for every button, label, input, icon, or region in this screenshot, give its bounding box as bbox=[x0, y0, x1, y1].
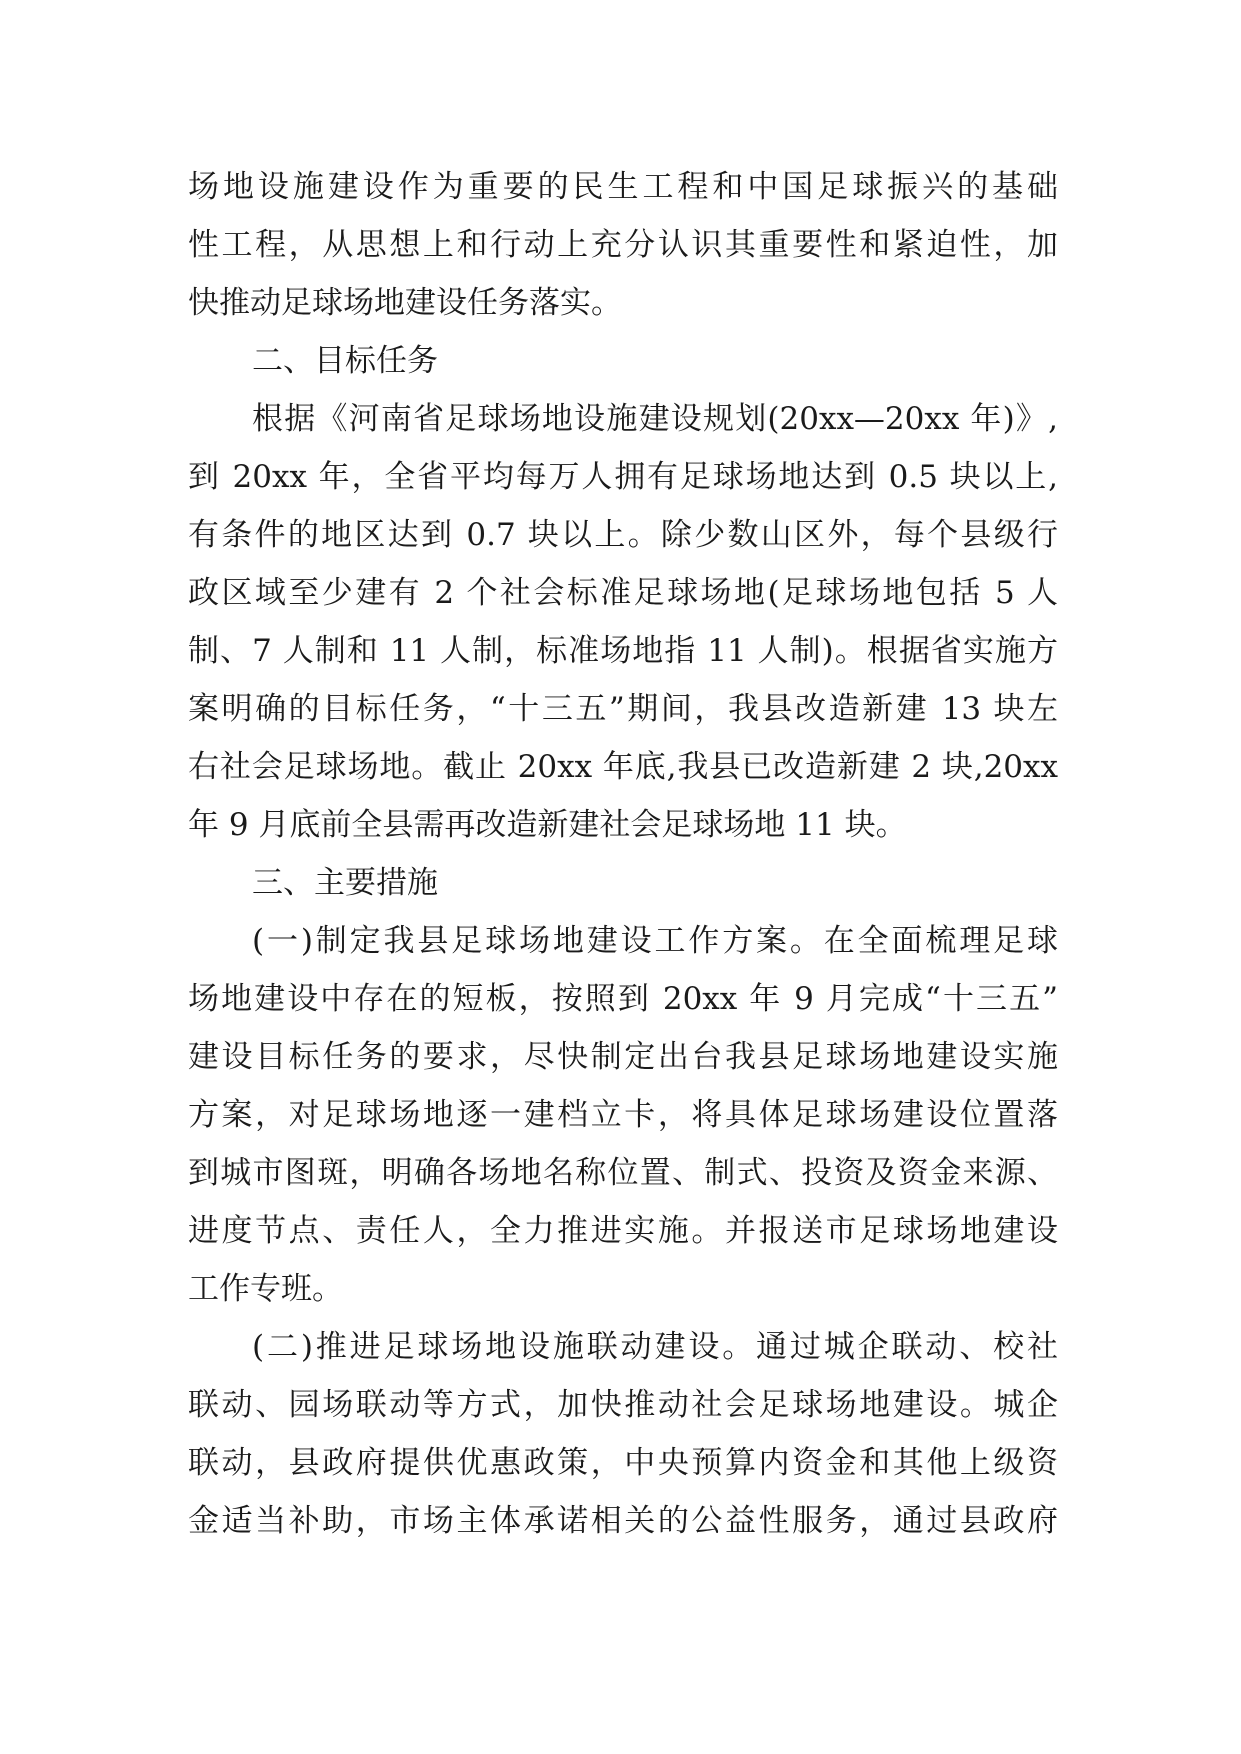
text-line: 建设目标任务的要求，尽快制定出台我县足球场地建设实施 bbox=[188, 1039, 1058, 1075]
text-line: 场地设施建设作为重要的民生工程和中国足球振兴的基础 bbox=[188, 169, 1058, 205]
document-body bbox=[188, 158, 1058, 1550]
paragraph-start: 根据《河南省足球场地设施建设规划(20xx—20xx 年)》, bbox=[252, 401, 1058, 437]
text-line: 联动，县政府提供优惠政策，中央预算内资金和其他上级资 bbox=[188, 1445, 1058, 1481]
text-line: 到 20xx 年，全省平均每万人拥有足球场地达到 0.5 块以上, bbox=[188, 459, 1058, 495]
text-line: 方案，对足球场地逐一建档立卡，将具体足球场建设位置落 bbox=[188, 1097, 1058, 1133]
text-line: 到城市图斑，明确各场地名称位置、制式、投资及资金来源、 bbox=[188, 1155, 1058, 1191]
text-line: 工作专班。 bbox=[188, 1271, 343, 1307]
text-line: 政区域至少建有 2 个社会标准足球场地(足球场地包括 5 人 bbox=[188, 575, 1058, 611]
paragraph-start: (二)推进足球场地设施联动建设。通过城企联动、校社 bbox=[252, 1329, 1058, 1365]
section-heading-measures: 三、主要措施 bbox=[252, 865, 438, 901]
text-line: 右社会足球场地。截止 20xx 年底,我县已改造新建 2 块,20xx bbox=[188, 749, 1058, 785]
text-line: 联动、园场联动等方式，加快推动社会足球场地建设。城企 bbox=[188, 1387, 1058, 1423]
text-line: 有条件的地区达到 0.7 块以上。除少数山区外，每个县级行 bbox=[188, 517, 1058, 553]
text-line: 案明确的目标任务，“十三五”期间，我县改造新建 13 块左 bbox=[188, 691, 1058, 727]
text-line: 性工程，从思想上和行动上充分认识其重要性和紧迫性，加 bbox=[188, 227, 1058, 263]
paragraph-start: (一)制定我县足球场地建设工作方案。在全面梳理足球 bbox=[252, 923, 1058, 959]
text-line: 年 9 月底前全县需再改造新建社会足球场地 11 块。 bbox=[188, 807, 907, 843]
section-heading-goals: 二、目标任务 bbox=[252, 343, 438, 379]
text-line: 金适当补助，市场主体承诺相关的公益性服务，通过县政府 bbox=[188, 1503, 1058, 1539]
text-line: 制、7 人制和 11 人制，标准场地指 11 人制)。根据省实施方 bbox=[188, 633, 1058, 669]
text-line: 场地建设中存在的短板，按照到 20xx 年 9 月完成“十三五” bbox=[188, 981, 1058, 1017]
text-line: 快推动足球场地建设任务落实。 bbox=[188, 285, 622, 321]
text-line: 进度节点、责任人，全力推进实施。并报送市足球场地建设 bbox=[188, 1213, 1058, 1249]
